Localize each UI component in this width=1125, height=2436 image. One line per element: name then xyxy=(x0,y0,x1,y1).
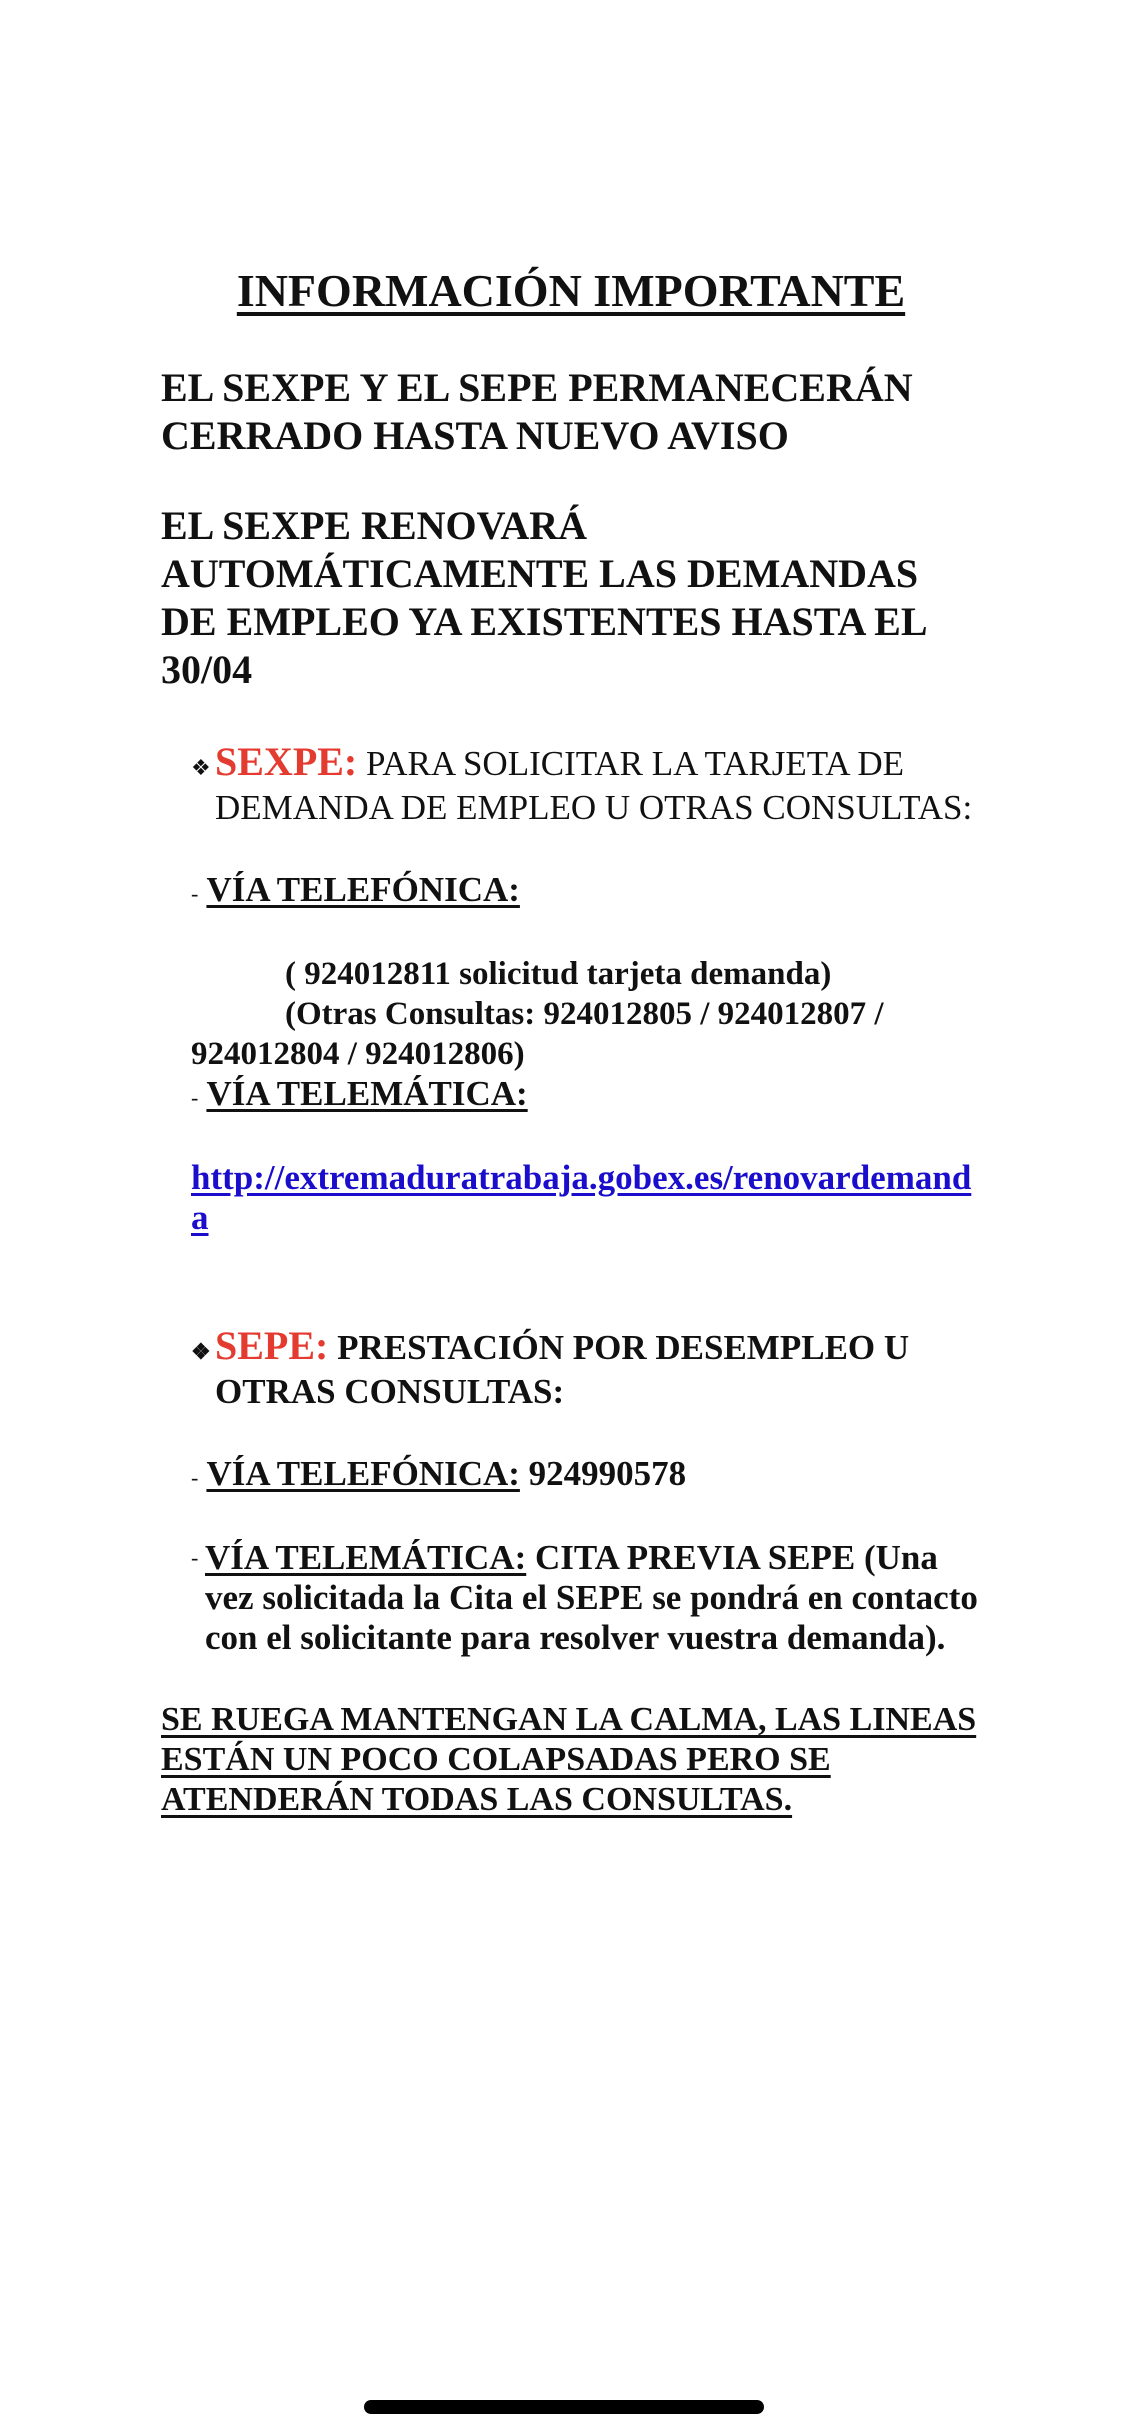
sepe-phone-number: 924990578 xyxy=(528,1454,687,1493)
sexpe-heading xyxy=(191,740,981,830)
diamond-bullet-icon: ❖ xyxy=(191,1339,211,1364)
calm-notice: SE RUEGA MANTENGAN LA CALMA, LAS LINEAS ESTÁN UN POCO COLAPSADAS PERO SE ATENDERÁN TODAS LAS CONSULTAS. xyxy=(161,1701,977,1818)
sexpe-phone-line-2: (Otras Consultas: 924012805 / 924012807 / xyxy=(285,996,884,1032)
dash-bullet-icon: - xyxy=(191,881,199,906)
renewal-notice: EL SEXPE RENOVARÁ AUTOMÁTICAMENTE LAS DEMANDAS DE EMPLEO YA EXISTENTES HASTA EL 30/04 xyxy=(161,503,926,692)
sepe-online-text: CITA PREVIA SEPE (Una vez solicitada la Cita el SEPE se pondrá en contacto con el solicitante para resolver vuestra demanda). xyxy=(205,1538,978,1657)
sexpe-phone-row xyxy=(191,870,981,914)
sepe-phone-row xyxy=(191,1454,981,1498)
sepe-phone-label: VÍA TELEFÓNICA: xyxy=(206,1454,520,1493)
sexpe-phone-line-1: ( 924012811 solicitud tarjeta demanda) xyxy=(285,956,832,992)
sepe-online-label: VÍA TELEMÁTICA: xyxy=(205,1538,527,1577)
sepe-heading xyxy=(191,1324,981,1414)
sepe-section xyxy=(191,1324,981,1658)
dash-bullet-icon: - xyxy=(191,1545,199,1570)
sexpe-phone-numbers xyxy=(191,954,981,1074)
sexpe-section xyxy=(191,740,981,1324)
dash-bullet-icon: - xyxy=(191,1085,199,1110)
dash-bullet-icon: - xyxy=(191,1465,199,1490)
sexpe-online-row xyxy=(191,1074,981,1118)
sexpe-name: SEXPE: xyxy=(215,739,358,784)
sexpe-phone-label: VÍA TELEFÓNICA: xyxy=(206,870,520,909)
closure-notice: EL SEXPE Y EL SEPE PERMANECERÁN CERRADO HASTA NUEVO AVISO xyxy=(161,365,913,458)
sepe-online-row xyxy=(191,1538,981,1658)
sepe-name: SEPE: xyxy=(215,1323,329,1368)
home-indicator[interactable] xyxy=(364,2400,764,2414)
sexpe-renewal-link[interactable]: http://extremaduratrabaja.gobex.es/renovardemanda xyxy=(191,1158,972,1237)
sepe-description: PRESTACIÓN POR DESEMPLEO U OTRAS CONSULTAS: xyxy=(215,1328,910,1411)
sexpe-description: PARA SOLICITAR LA TARJETA DE DEMANDA DE EMPLEO U OTRAS CONSULTAS: xyxy=(215,744,973,827)
sexpe-online-label: VÍA TELEMÁTICA: xyxy=(206,1074,528,1113)
document xyxy=(161,262,981,1820)
sexpe-phone-line-3: 924012804 / 924012806) xyxy=(191,1036,525,1072)
diamond-bullet-icon: ❖ xyxy=(191,755,211,780)
page-title: INFORMACIÓN IMPORTANTE xyxy=(236,265,906,316)
